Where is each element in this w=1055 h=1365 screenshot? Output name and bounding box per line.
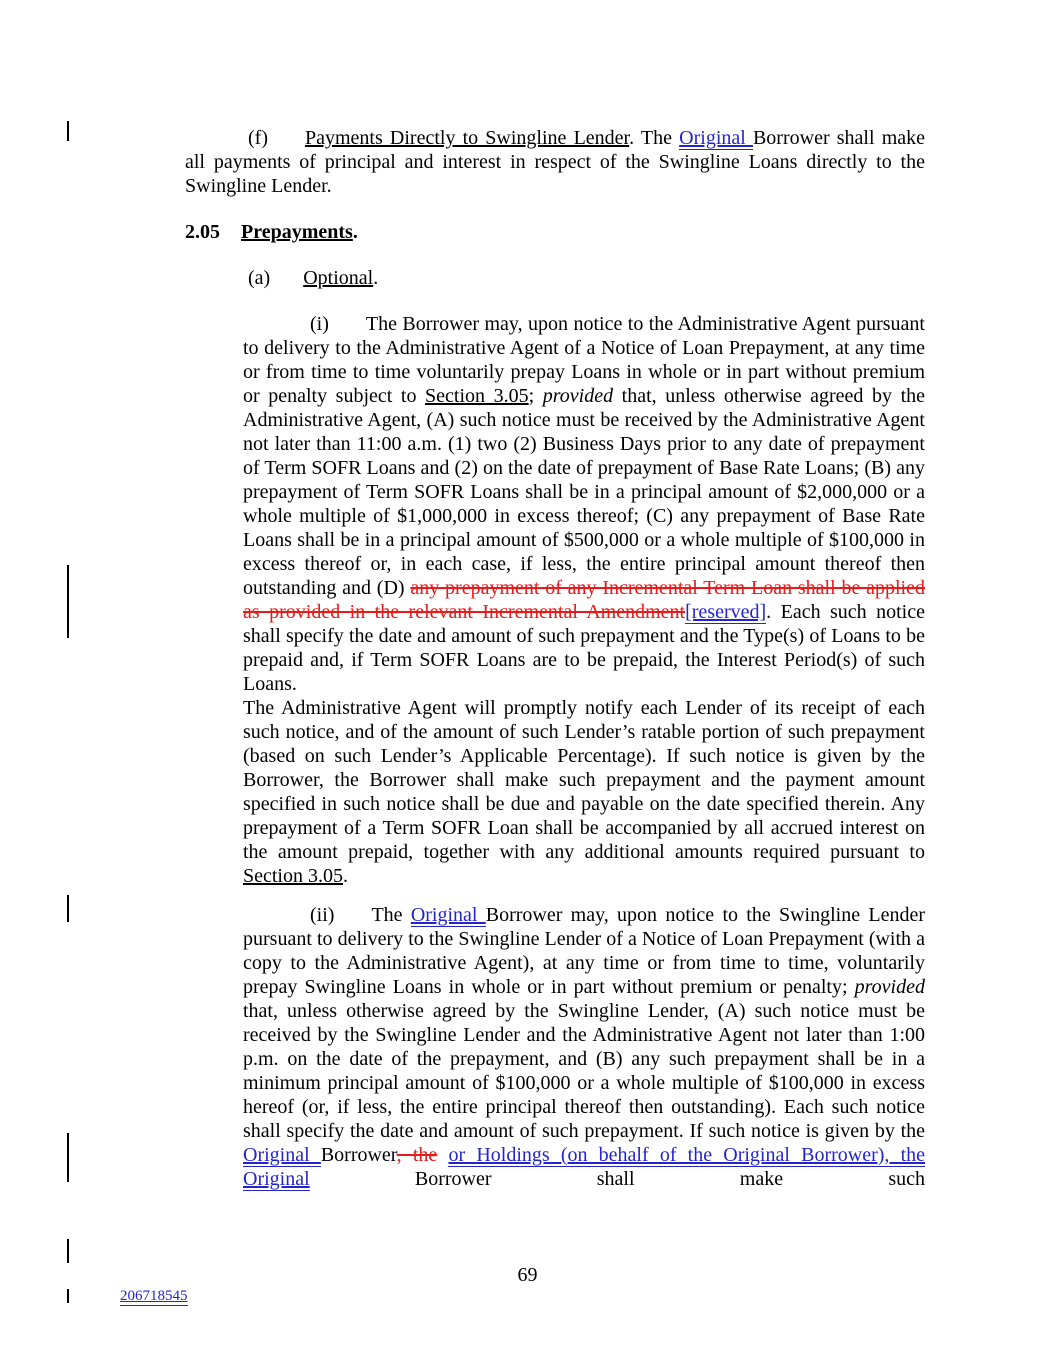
change-bar	[67, 1133, 69, 1182]
text-run-normal: Borrower may, upon notice to the Swingline Lender pursuant to delivery to the Swingline Lender of a Notice of Loan Prepayment (with a copy to the Administrative Agent), at any time or from time to time, voluntarily prepay Swingline Loans in whole or in part without premium or penalty;	[243, 904, 925, 998]
paragraph-i	[243, 312, 925, 888]
paragraph-a-period: .	[373, 267, 379, 289]
text-run-insert: [reserved]	[685, 601, 767, 623]
change-bar	[67, 565, 69, 638]
paragraph-a-title: Optional	[303, 267, 374, 289]
text-run-normal: The Borrower may, upon notice to the Administrative Agent pursuant to delivery to the Administrative Agent of a Notice of Loan Prepayment, at any time or from time to time voluntarily prepay Loans in whole or in part without premium or penalty subject to	[243, 313, 925, 407]
section-number: 2.05	[185, 221, 220, 243]
text-run-underline: Payments Directly to Swingline Lender	[304, 127, 630, 149]
text-run-normal: .	[343, 865, 348, 887]
text-run-insert: Original	[679, 127, 753, 149]
paragraph-f	[185, 126, 925, 198]
change-bar	[67, 1239, 69, 1263]
text-run-normal: . The	[629, 127, 680, 149]
text-run-normal: The Administrative Agent will promptly notify each Lender of its receipt of each such notice, and of the amount of such Lender’s ratable portion of such prepayment (based on such Lender’s Applicable Percentage). If such notice is given by the Borrower, the Borrower shall make such prepayment and the payment amount specified in such notice shall be due and payable on the date specified therein. Any prepayment of a Term SOFR Loan shall be accompanied by all accrued interest on the amount prepaid, together with any additional amounts required pursuant to	[243, 697, 925, 863]
text-run-normal: Borrower	[320, 1144, 397, 1166]
text-run-delete: , the	[396, 1144, 438, 1166]
text-run-normal: Borrower shall make all payments of principal and interest in respect of the Swingline Loans directly to the Swingline Lender.	[185, 127, 926, 197]
change-bar	[67, 895, 69, 922]
section-title: Prepayments	[241, 221, 353, 243]
text-run-delete: any prepayment of any Incremental Term Loan shall be applied as provided in the relevant Incremental Amendment	[243, 577, 925, 623]
text-run-normal: . Each such notice shall specify the date and amount of such prepayment and the Type(s) of Loans to be prepaid and, if Term SOFR Loans are to be prepaid, the Interest Period(s) of such Loans.	[243, 601, 925, 695]
paragraph-a	[185, 266, 925, 290]
doc-id-stamp: 206718545	[120, 1288, 188, 1304]
page-number: 69	[517, 1264, 538, 1286]
text-run-underline: Section 3.05	[425, 385, 529, 407]
change-bar	[67, 1289, 69, 1303]
text-run-normal: The	[371, 904, 411, 926]
document-body	[185, 126, 925, 1191]
text-run-normal: Borrower shall make such	[309, 1168, 925, 1190]
text-run-normal: (f)	[248, 127, 268, 149]
text-run-insert: Original	[243, 1144, 321, 1166]
text-run-underline: Section 3.05	[243, 865, 343, 887]
text-run-insert: or Holdings (on behalf of the Original Borrower), the Original	[243, 1144, 926, 1190]
text-run-italic: provided	[542, 385, 614, 407]
text-run-normal: that, unless otherwise agreed by the Administrative Agent, (A) such notice must be received by the Administrative Agent not later than 11:00 a.m. (1) two (2) Business Days prior to any date of prepayment of Term SOFR Loans and (2) on the date of prepayment of Base Rate Loans; (B) any prepayment of Term SOFR Loans shall be in a principal amount of $2,000,000 or a whole multiple of $1,000,000 in excess thereof; (C) any prepayment of Base Rate Loans shall be in a principal amount of $500,000 or a whole multiple of $100,000 in excess thereof or, in each case, if less, the entire principal amount thereof then outstanding and (D)	[243, 385, 926, 599]
paragraph-ii	[243, 903, 925, 1191]
text-run-insert: Original	[410, 904, 486, 926]
section-title-period: .	[352, 221, 358, 243]
text-run-italic: provided	[854, 976, 925, 998]
text-run-normal: that, unless otherwise agreed by the Swingline Lender, (A) such notice must be received by the Swingline Lender and the Administrative Agent not later than 1:00 p.m. on the date of the prepayment, and (B) any such prepayment shall be in a minimum principal amount of $100,000 or a whole multiple of $100,000 in excess hereof (or, if less, the entire principal thereof then outstanding). Each such notice shall specify the date and amount of such prepayment. If such notice is given by the	[243, 1000, 925, 1142]
text-run-normal	[437, 1144, 448, 1166]
text-run-normal: (i)	[310, 313, 329, 335]
section-heading	[185, 220, 925, 244]
text-run-normal: (ii)	[310, 904, 335, 926]
change-bar	[67, 121, 69, 141]
text-run-normal: ;	[528, 385, 543, 407]
paragraph-a-label: (a)	[248, 267, 271, 289]
